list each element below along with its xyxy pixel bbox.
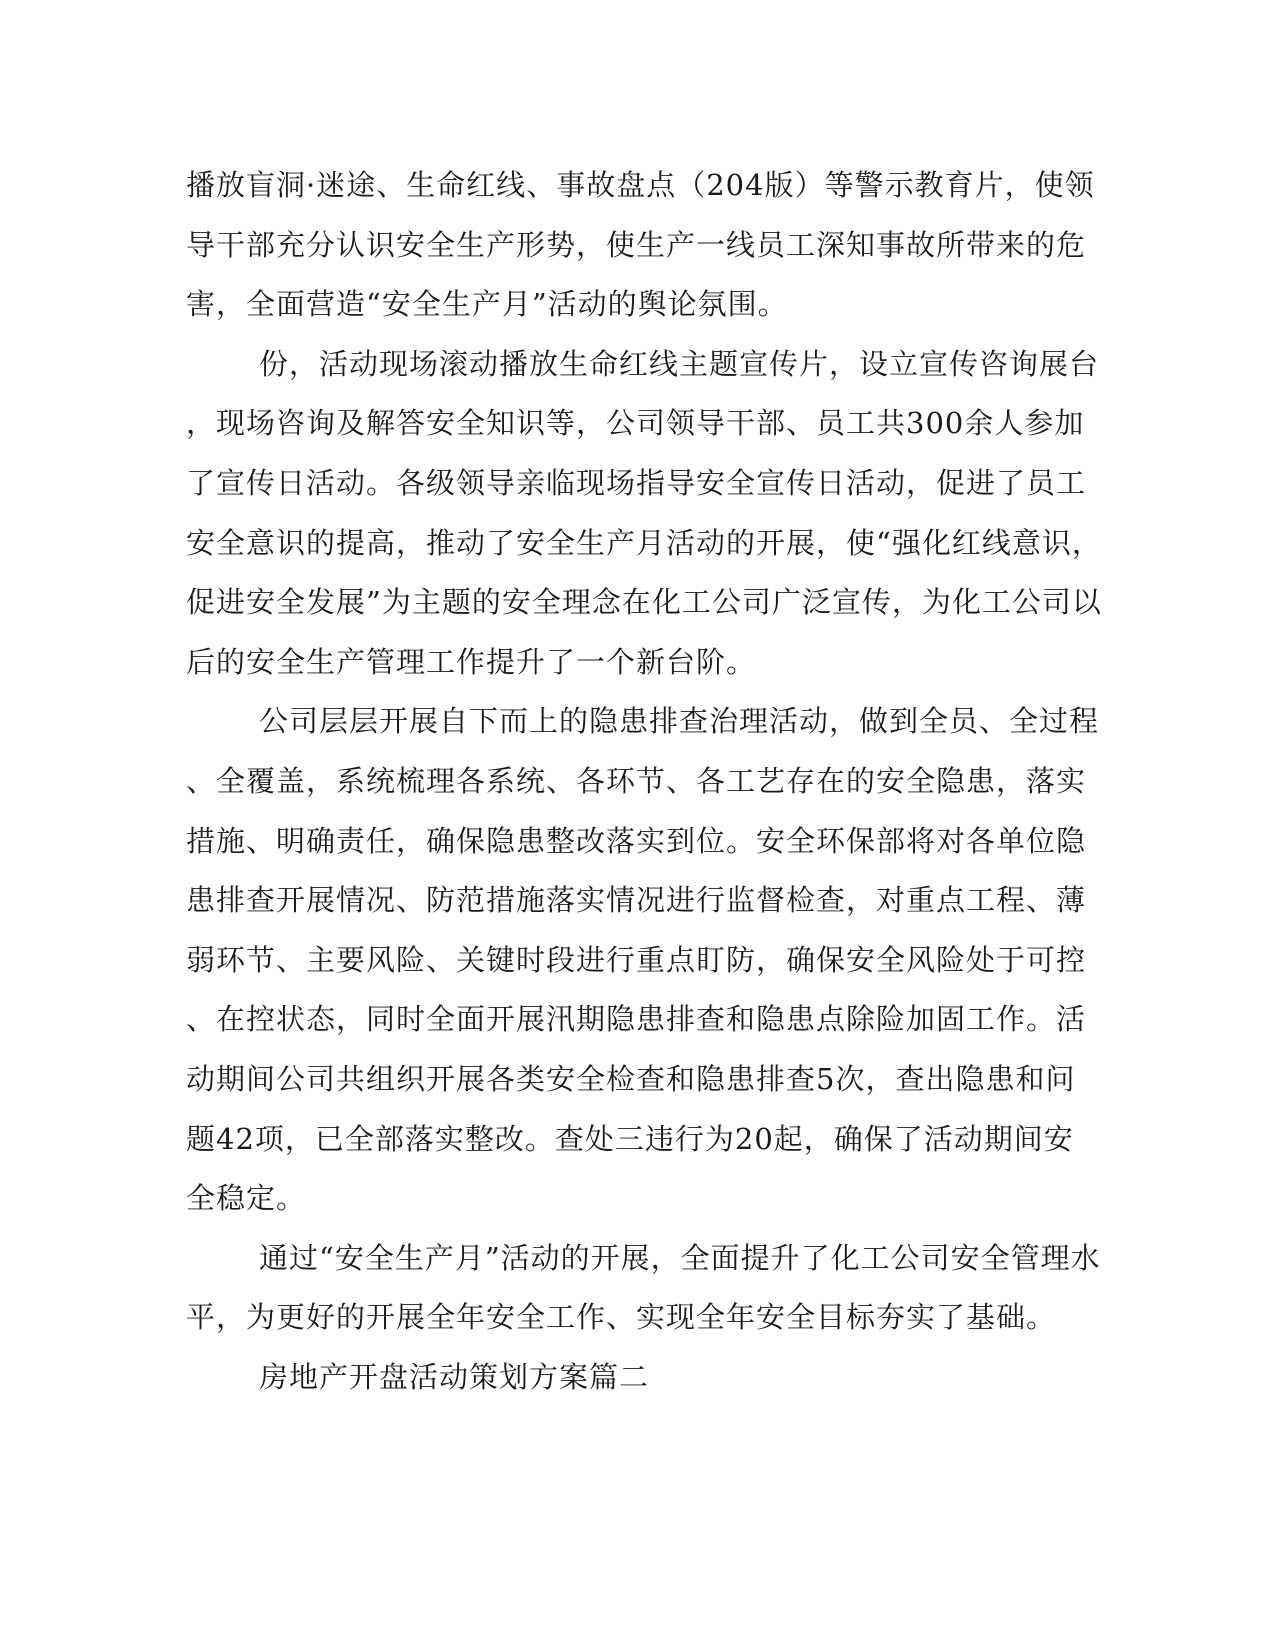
text-line: 弱环节、主要风险、关键时段进行重点盯防，确保安全风险处于可控	[186, 942, 1087, 977]
text-line: 播放盲洞·迷途、生命红线、事故盘点（204版）等警示教育片，使领	[186, 168, 1095, 202]
text-line: 全稳定。	[186, 1181, 307, 1216]
document-body	[186, 156, 1102, 1407]
text-line: 安全意识的提高，推动了安全生产月活动的开展，使“强化红线意识，	[186, 525, 1102, 560]
text-line: 促进安全发展”为主题的安全理念在化工公司广泛宣传，为化工公司以	[186, 585, 1102, 620]
text-line: 导干部充分认识安全生产形势，使生产一线员工深知事故所带来的危	[186, 227, 1087, 262]
text-line: 、全覆盖，系统梳理各系统、各环节、各工艺存在的安全隐患，落实	[186, 763, 1087, 798]
text-line: 份，活动现场滚动播放生命红线主题宣传片，设立宣传咨询展台	[259, 346, 1100, 381]
text-line: ，现场咨询及解答安全知识等，公司领导干部、员工共300余人参加	[186, 406, 1085, 441]
text-line: 害，全面营造“安全生产月”活动的舆论氛围。	[186, 287, 788, 322]
text-line: 、在控状态，同时全面开展汛期隐患排查和隐患点除险加固工作。活	[186, 1002, 1087, 1037]
text-line: 患排查开展情况、防范措施落实情况进行监督检查，对重点工程、薄	[186, 883, 1087, 918]
text-line: 平，为更好的开展全年安全工作、实现全年安全目标夯实了基础。	[186, 1300, 1057, 1335]
text-line: 动期间公司共组织开展各类安全检查和隐患排查5次，查出隐患和问	[186, 1061, 1076, 1096]
text-line: 通过“安全生产月”活动的开展，全面提升了化工公司安全管理水	[259, 1240, 1101, 1275]
text-line: 后的安全生产管理工作提升了一个新台阶。	[186, 644, 757, 679]
text-line: 措施、明确责任，确保隐患整改落实到位。安全环保部将对各单位隐	[186, 823, 1087, 858]
text-line: 题42项，已全部落实整改。查处三违行为20起，确保了活动期间安	[186, 1121, 1074, 1156]
text-line: 公司层层开展自下而上的隐患排查治理活动，做到全员、全过程	[259, 704, 1100, 739]
text-line: 了宣传日活动。各级领导亲临现场指导安全宣传日活动，促进了员工	[186, 465, 1087, 500]
text-line: 房地产开盘活动策划方案篇二	[259, 1359, 650, 1394]
